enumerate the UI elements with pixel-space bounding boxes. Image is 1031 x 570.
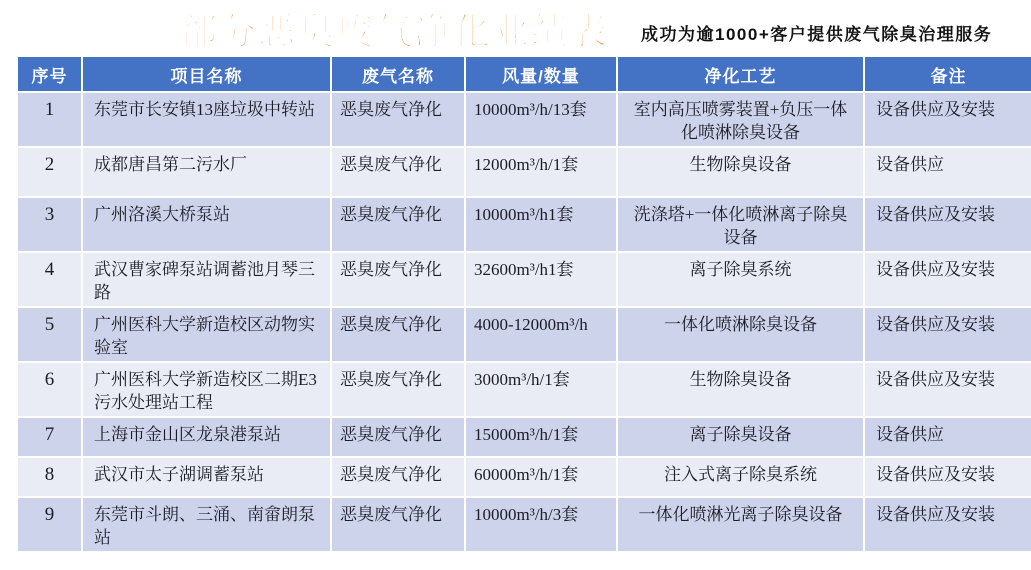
table-row (18, 308, 1031, 361)
column-header: 序号 (18, 57, 81, 91)
table-cell: 一体化喷淋光离子除臭设备 (618, 498, 863, 551)
table-cell: 设备供应及安装 (865, 308, 1031, 361)
table-cell: 武汉市太子湖调蓄泵站 (83, 458, 330, 496)
table-cell: 恶臭废气净化 (332, 418, 464, 456)
table-cell: 广州医科大学新造校区动物实验室 (83, 308, 330, 361)
table-cell: 恶臭废气净化 (332, 308, 464, 361)
table-cell: 离子除臭系统 (618, 253, 863, 306)
performance-table (16, 55, 1031, 553)
table-cell: 4 (18, 253, 81, 306)
table-cell: 广州洛溪大桥泵站 (83, 198, 330, 251)
table-cell: 设备供应及安装 (865, 498, 1031, 551)
table-head (18, 57, 1031, 91)
table-cell: 设备供应及安装 (865, 363, 1031, 416)
table-cell: 5 (18, 308, 81, 361)
table-row (18, 93, 1031, 146)
column-header: 项目名称 (83, 57, 330, 91)
table-cell: 12000m³/h/1套 (466, 148, 616, 196)
table-cell: 7 (18, 418, 81, 456)
table-cell: 恶臭废气净化 (332, 458, 464, 496)
column-header: 风量/数量 (466, 57, 616, 91)
page-subtitle: 成功为逾1000+客户提供废气除臭治理服务 (641, 25, 993, 44)
table-row (18, 498, 1031, 551)
table-cell: 10000m³/h/3套 (466, 498, 616, 551)
table-cell: 4000-12000m³/h (466, 308, 616, 361)
table-cell: 生物除臭设备 (618, 148, 863, 196)
table-cell: 武汉曹家碑泵站调蓄池月琴三路 (83, 253, 330, 306)
table-cell: 恶臭废气净化 (332, 363, 464, 416)
page-title: 部分恶臭废气净化业绩表 (180, 11, 609, 53)
table-cell: 恶臭废气净化 (332, 93, 464, 146)
table-cell: 离子除臭设备 (618, 418, 863, 456)
table-cell: 注入式离子除臭系统 (618, 458, 863, 496)
table-cell: 恶臭废气净化 (332, 498, 464, 551)
table-cell: 设备供应及安装 (865, 253, 1031, 306)
table-cell: 10000m³/h/13套 (466, 93, 616, 146)
table-row (18, 363, 1031, 416)
table-cell: 恶臭废气净化 (332, 198, 464, 251)
table-cell: 恶臭废气净化 (332, 148, 464, 196)
table-cell: 室内高压喷雾装置+负压一体化喷淋除臭设备 (618, 93, 863, 146)
table-row (18, 198, 1031, 251)
table-cell: 60000m³/h/1套 (466, 458, 616, 496)
table-cell: 广州医科大学新造校区二期E3污水处理站工程 (83, 363, 330, 416)
table-cell: 成都唐昌第二污水厂 (83, 148, 330, 196)
table-cell: 9 (18, 498, 81, 551)
table-cell: 设备供应及安装 (865, 458, 1031, 496)
table-cell: 6 (18, 363, 81, 416)
table-cell: 设备供应及安装 (865, 198, 1031, 251)
table-cell: 15000m³/h/1套 (466, 418, 616, 456)
table-cell: 设备供应 (865, 418, 1031, 456)
table-cell: 东莞市长安镇13座垃圾中转站 (83, 93, 330, 146)
header (0, 0, 1031, 54)
table-row (18, 148, 1031, 196)
table-cell: 恶臭废气净化 (332, 253, 464, 306)
table-row (18, 418, 1031, 456)
table-cell: 3000m³/h/1套 (466, 363, 616, 416)
table-cell: 2 (18, 148, 81, 196)
column-header: 净化工艺 (618, 57, 863, 91)
table-row (18, 253, 1031, 306)
table-cell: 8 (18, 458, 81, 496)
table-cell: 1 (18, 93, 81, 146)
table-cell: 生物除臭设备 (618, 363, 863, 416)
table-cell: 设备供应 (865, 148, 1031, 196)
table-cell: 一体化喷淋除臭设备 (618, 308, 863, 361)
table-row (18, 458, 1031, 496)
table-cell: 上海市金山区龙泉港泵站 (83, 418, 330, 456)
column-header: 废气名称 (332, 57, 464, 91)
table-cell: 洗涤塔+一体化喷淋离子除臭设备 (618, 198, 863, 251)
table-cell: 32600m³/h1套 (466, 253, 616, 306)
table-cell: 10000m³/h1套 (466, 198, 616, 251)
table-header-row (18, 57, 1031, 91)
table-cell: 3 (18, 198, 81, 251)
table-body (18, 93, 1031, 551)
table-cell: 东莞市斗朗、三涌、南畲朗泵站 (83, 498, 330, 551)
column-header: 备注 (865, 57, 1031, 91)
table-cell: 设备供应及安装 (865, 93, 1031, 146)
